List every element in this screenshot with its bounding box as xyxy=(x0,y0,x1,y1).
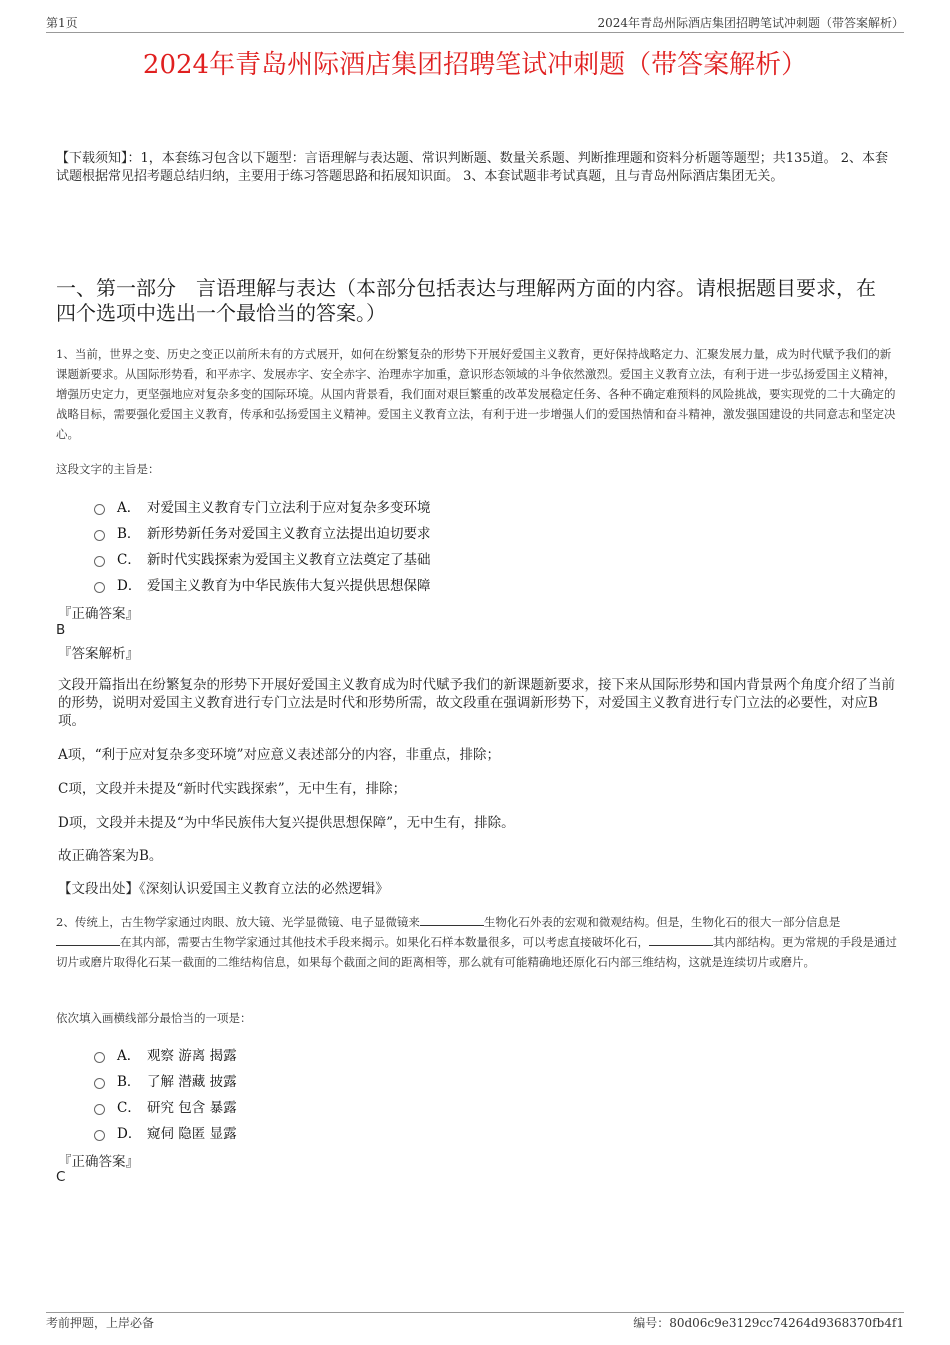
footer-slogan: 考前押题，上岸必备 xyxy=(46,1316,155,1330)
question-2-answer: C xyxy=(56,1169,66,1185)
download-notice: 【下载须知】：1，本套练习包含以下题型：言语理解与表达题、常识判断题、数量关系题、判断推理题和资料分析题等题型；共135道。 2、本套试题根据常见招考题总结归纳，主要用于练习答题思路和拓展知识面。 3、本套试题非考试真题，且与青岛州际酒店集团无关。 xyxy=(56,151,888,184)
question-2-option-c[interactable]: C． 研究 包含 暴露 xyxy=(94,1093,237,1119)
question-1-analysis-c: C项，文段并未提及“新时代实践探索”，无中生有，排除； xyxy=(58,781,407,797)
radio-icon[interactable] xyxy=(94,582,105,593)
question-1-source: 【文段出处】《深刻认识爱国主义教育立法的必然逻辑》 xyxy=(58,881,389,897)
radio-icon[interactable] xyxy=(94,1130,105,1141)
question-2-option-b[interactable]: B． 了解 潜藏 披露 xyxy=(94,1067,237,1093)
question-2-option-a[interactable]: A． 观察 游离 揭露 xyxy=(94,1041,237,1067)
question-1-answer: B xyxy=(56,622,66,638)
question-1-analysis-a: A项，“利于应对复杂多变环境”对应意义表述部分的内容，非重点，排除； xyxy=(58,747,501,763)
question-2-stem: 依次填入画横线部分最恰当的一项是： xyxy=(56,1011,252,1025)
radio-icon[interactable] xyxy=(94,504,105,515)
question-1-option-b[interactable]: B． 新形势新任务对爱国主义教育立法提出迫切要求 xyxy=(94,519,431,545)
question-1-text: 1、当前，世界之变、历史之变正以前所未有的方式展开，如何在纷繁复杂的形势下开展好爱国主义教育，更好保持战略定力、汇聚发展力量，成为时代赋予我们的新课题新要求。从国际形势看，和平赤字、发展赤字、安全赤字、治理赤字加重，意识形态领域的斗争依然激烈。爱国主义教育立法，有利于进一步弘扬爱国主义精神，增强历史定力，更坚强地应对复杂多变的国际环境。从国内背景看，我们面对艰巨繁重的改革发展稳定任务、各种不确定难预料的风险挑战，要实现党的二十大确定的战略目标，需要强化爱国主义教育，传承和弘扬爱国主义精神。爱国主义教育立法，有利于进一步增强人们的爱国热情和奋斗精神，激发强国建设的共同意志和坚定决心。 xyxy=(56,347,896,441)
footer-doc-id: 编号：80d06c9e3129cc74264d9368370fb4f1 xyxy=(633,1316,904,1330)
question-1-analysis-d: D项，文段并未提及“为中华民族伟大复兴提供思想保障”，无中生有，排除。 xyxy=(58,815,515,831)
question-1-analysis-paragraph: 文段开篇指出在纷繁复杂的形势下开展好爱国主义教育成为时代赋予我们的新课题新要求，接下来从国际形势和国内背景两个角度介绍了当前的形势，说明对爱国主义教育进行专门立法是时代和形势所需，故文段重在强调新形势下，对爱国主义教育进行专门立法的必要性，对应B项。 xyxy=(58,677,895,729)
question-2-option-d[interactable]: D． 窥伺 隐匿 显露 xyxy=(94,1119,237,1145)
question-1-option-c[interactable]: C． 新时代实践探索为爱国主义教育立法奠定了基础 xyxy=(94,545,431,571)
question-1-analysis-conclusion: 故正确答案为B。 xyxy=(58,848,163,864)
page-number: 第1页 xyxy=(46,16,78,30)
question-1-options xyxy=(94,493,431,597)
page-title: 2024年青岛州际酒店集团招聘笔试冲刺题（带答案解析） xyxy=(142,50,808,80)
question-2-text: 2、传统上，古生物学家通过肉眼、放大镜、光学显微镜、电子显微镜来 生物化石外表的宏观和微观结构。但是，生物化石的很大一部分信息是在其内部，需要古生物学家通过其他技术手段来揭示。如果化石样本数量很多，可以考虑直接破坏化石， 其内部结构。更为常规的手段是通过切片或磨片取得化石某一截面的二维结构信息，如果每个截面之间的距离相等，那么就有可能精确地还原化石内部三维结构，这就是连续切片或磨片。 xyxy=(56,915,897,969)
question-1-option-d[interactable]: D． 爱国主义教育为中华民族伟大复兴提供思想保障 xyxy=(94,571,431,597)
footer-divider xyxy=(46,1312,904,1313)
radio-icon[interactable] xyxy=(94,1052,105,1063)
radio-icon[interactable] xyxy=(94,556,105,567)
fill-blank-2[interactable] xyxy=(56,934,120,946)
radio-icon[interactable] xyxy=(94,530,105,541)
question-2-options xyxy=(94,1041,237,1145)
page-header xyxy=(46,14,904,32)
radio-icon[interactable] xyxy=(94,1104,105,1115)
question-1-answer-label: 『正确答案』 xyxy=(58,606,139,622)
header-divider xyxy=(46,32,904,33)
question-1-stem: 这段文字的主旨是： xyxy=(56,462,160,476)
question-2-answer-label: 『正确答案』 xyxy=(58,1154,139,1170)
radio-icon[interactable] xyxy=(94,1078,105,1089)
question-1-analysis-label: 『答案解析』 xyxy=(58,646,139,662)
fill-blank-3[interactable] xyxy=(649,934,713,946)
section-title: 一、第一部分 言语理解与表达（本部分包括表达与理解两方面的内容。请根据题目要求，在四个选项中选出一个最恰当的答案。） xyxy=(56,276,876,325)
fill-blank-1[interactable] xyxy=(420,914,484,926)
question-1-option-a[interactable]: A． 对爱国主义教育专门立法利于应对复杂多变环境 xyxy=(94,493,431,519)
header-doc-title: 2024年青岛州际酒店集团招聘笔试冲刺题（带答案解析） xyxy=(597,16,904,30)
